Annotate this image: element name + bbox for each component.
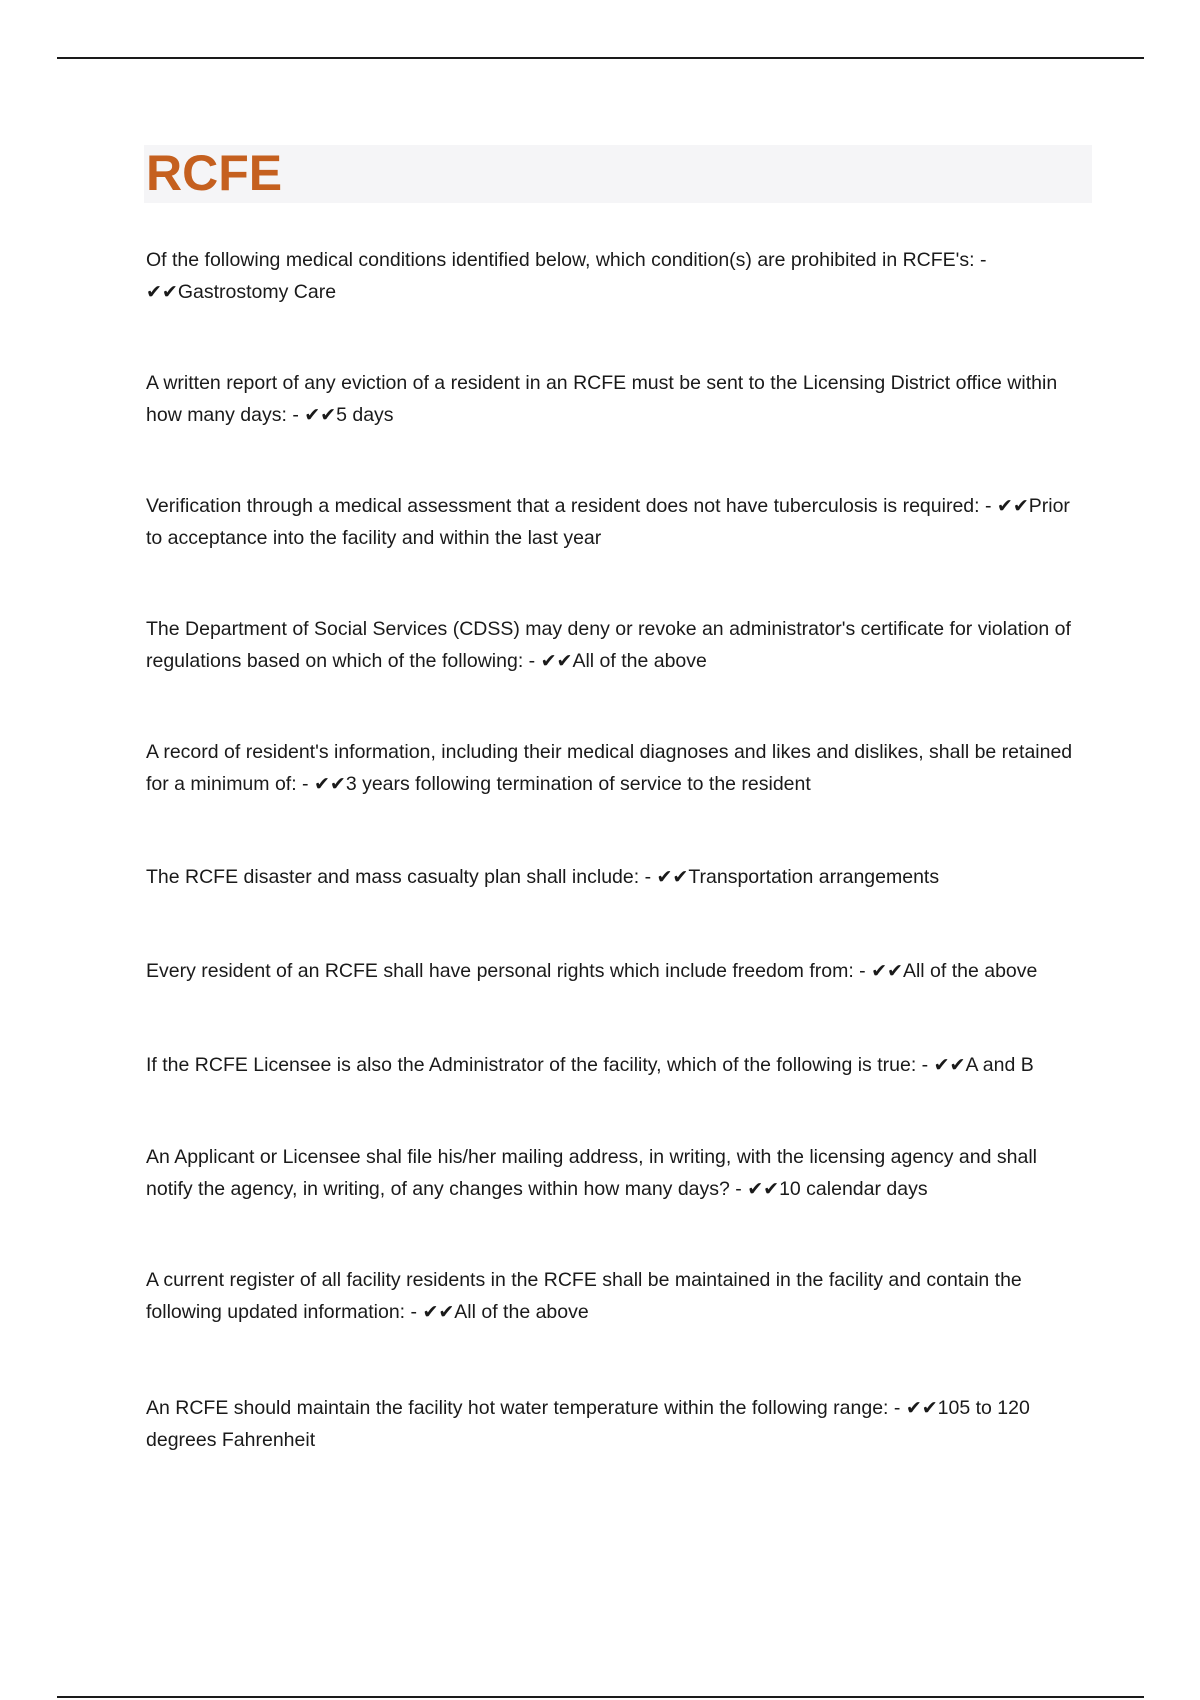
question-text: The Department of Social Services (CDSS) may deny or revoke an administrator's certificate for violation of regulations based on which of the following: <box>146 618 1071 672</box>
question-text: If the RCFE Licensee is also the Administrator of the facility, which of the following is true: <box>146 1054 917 1076</box>
qa-item <box>146 490 1086 554</box>
separator: - <box>916 1054 934 1076</box>
question-text: A written report of any eviction of a resident in an RCFE must be sent to the Licensing District office within how many days: <box>146 372 1058 426</box>
separator: - <box>523 650 541 672</box>
question-text: Every resident of an RCFE shall have personal rights which include freedom from: <box>146 960 854 982</box>
separator: - <box>729 1178 748 1200</box>
question-text: A record of resident's information, including their medical diagnoses and likes and dislikes, shall be retained for a minimum of: <box>146 741 1073 795</box>
check-icon: ✔✔ <box>146 281 178 303</box>
answer-text: 105 to 120 degrees Fahrenheit <box>146 1397 1030 1451</box>
answer-text: Prior to acceptance into the facility and within the last year <box>146 495 1070 549</box>
check-icon: ✔✔ <box>313 773 346 795</box>
separator: - <box>853 960 872 982</box>
check-icon: ✔✔ <box>871 960 903 982</box>
page-title: RCFE <box>146 145 283 201</box>
answer-text: A and B <box>965 1054 1034 1076</box>
answer-text: All of the above <box>902 960 1038 982</box>
qa-item <box>146 367 1086 431</box>
header-rule <box>57 57 1144 59</box>
qa-item <box>146 955 1086 987</box>
qa-item <box>146 736 1086 800</box>
answer-text: 3 years following termination of service to the resident <box>345 773 811 795</box>
separator: - <box>888 1397 906 1419</box>
separator: - <box>405 1301 423 1323</box>
answer-text: All of the above <box>454 1301 589 1323</box>
separator: - <box>286 404 305 426</box>
question-text: A current register of all facility residents in the RCFE shall be maintained in the facility and contain the following updated information: <box>146 1269 1022 1323</box>
check-icon: ✔✔ <box>996 495 1029 517</box>
question-text: An Applicant or Licensee shal file his/her mailing address, in writing, with the licensing agency and shall notify the agency, in writing, of any changes within how many days? <box>146 1146 1037 1200</box>
separator: - <box>974 249 987 271</box>
separator: - <box>979 495 997 517</box>
check-icon: ✔✔ <box>540 650 573 672</box>
question-text: An RCFE should maintain the facility hot water temperature within the following range: <box>146 1397 889 1419</box>
check-icon: ✔✔ <box>747 1178 780 1200</box>
answer-text: Transportation arrangements <box>688 866 940 888</box>
title-band <box>144 145 1092 203</box>
answer-text: Gastrostomy Care <box>177 281 337 303</box>
qa-item <box>146 613 1086 677</box>
separator: - <box>296 773 314 795</box>
qa-item <box>146 1264 1086 1328</box>
qa-item <box>146 1392 1086 1456</box>
qa-item <box>146 244 1086 308</box>
footer-rule <box>57 1696 1144 1698</box>
answer-text: 10 calendar days <box>779 1178 928 1200</box>
check-icon: ✔✔ <box>656 866 689 888</box>
answer-text: All of the above <box>572 650 707 672</box>
question-text: The RCFE disaster and mass casualty plan shall include: <box>146 866 640 888</box>
check-icon: ✔✔ <box>905 1397 938 1419</box>
check-icon: ✔✔ <box>422 1301 455 1323</box>
question-text: Of the following medical conditions identified below, which condition(s) are prohibited in RCFE's: <box>146 249 975 271</box>
question-text: Verification through a medical assessment that a resident does not have tuberculosis is required: <box>146 495 980 517</box>
check-icon: ✔✔ <box>304 404 337 426</box>
qa-item <box>146 1141 1086 1205</box>
check-icon: ✔✔ <box>933 1054 966 1076</box>
qa-item <box>146 1049 1086 1081</box>
separator: - <box>639 866 657 888</box>
answer-text: 5 days <box>336 404 394 426</box>
qa-item <box>146 861 1086 893</box>
